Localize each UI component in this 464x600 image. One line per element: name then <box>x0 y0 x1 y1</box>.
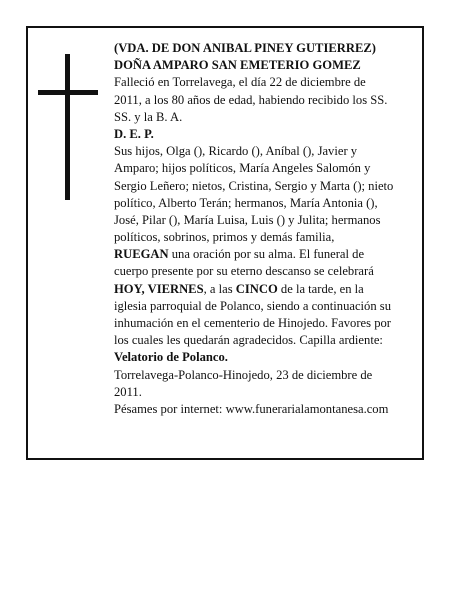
death-line-3: SS. y la B. A. <box>114 109 183 124</box>
ruegan-line <box>114 246 418 263</box>
place-date-line-2: 2011. <box>114 384 142 399</box>
hoy-line <box>114 281 418 298</box>
death-line-1: Falleció en Torrelavega, el día 22 de diciembre de <box>114 75 366 90</box>
funeral-line-4: iglesia parroquial de Polanco, siendo a continuación su <box>114 298 391 313</box>
family-line-3: Sergio Leñero; nietos, Cristina, Sergio y Marta (); nieto <box>114 178 394 193</box>
family-line-6: políticos, sobrinos, primos y demás familia, <box>114 230 335 245</box>
widow-heading: (VDA. DE DON ANIBAL PINEY GUTIERREZ) <box>114 41 376 55</box>
ruegan-bold: RUEGAN <box>114 247 169 262</box>
family-line-2: Amparo; hijos políticos, María Angeles Salomón y <box>114 161 371 176</box>
place-date-line-1: Torrelavega-Polanco-Hinojedo, 23 de diciembre de <box>114 367 373 382</box>
pesames-line: Pésames por internet: www.funerarialamontanesa.com <box>114 401 389 416</box>
death-line-2: 2011, a los 80 años de edad, habiendo recibido los SS. <box>114 92 388 107</box>
cross-horizontal-bar <box>38 90 98 95</box>
funeral-line-5: inhumación en el cementerio de Hinojedo. Favores por <box>114 316 391 330</box>
obituary-notice <box>26 26 424 460</box>
velatorio-line: Velatorio de Polanco. <box>114 350 228 365</box>
hoy-bold: HOY, VIERNES <box>114 281 204 296</box>
family-line-4: político, Alberto Terán; hermanos, María Antonia (), <box>114 195 378 210</box>
hoy-mid: , a las <box>203 281 236 296</box>
family-line-5: José, Pilar (), María Luisa, Luis () y Julita; hermanos <box>114 212 381 227</box>
cross-vertical-bar <box>65 54 70 200</box>
cross-icon <box>38 54 98 200</box>
ruegan-rest: una oración por su alma. El funeral de <box>168 247 365 262</box>
funeral-line-2: cuerpo presente por su eterno descanso se celebrará <box>114 264 374 279</box>
dep-label: D. E. P. <box>114 126 154 141</box>
deceased-name: DOÑA AMPARO SAN EMETERIO GOMEZ <box>114 58 361 73</box>
family-line-1: Sus hijos, Olga (), Ricardo (), Aníbal (), Javier y <box>114 144 358 159</box>
obituary-text <box>114 40 418 418</box>
cinco-bold: CINCO <box>235 281 278 296</box>
hoy-end: de la tarde, en la <box>277 281 364 296</box>
funeral-line-6: los cuales les quedarán agradecidos. Capilla ardiente: <box>114 333 383 348</box>
